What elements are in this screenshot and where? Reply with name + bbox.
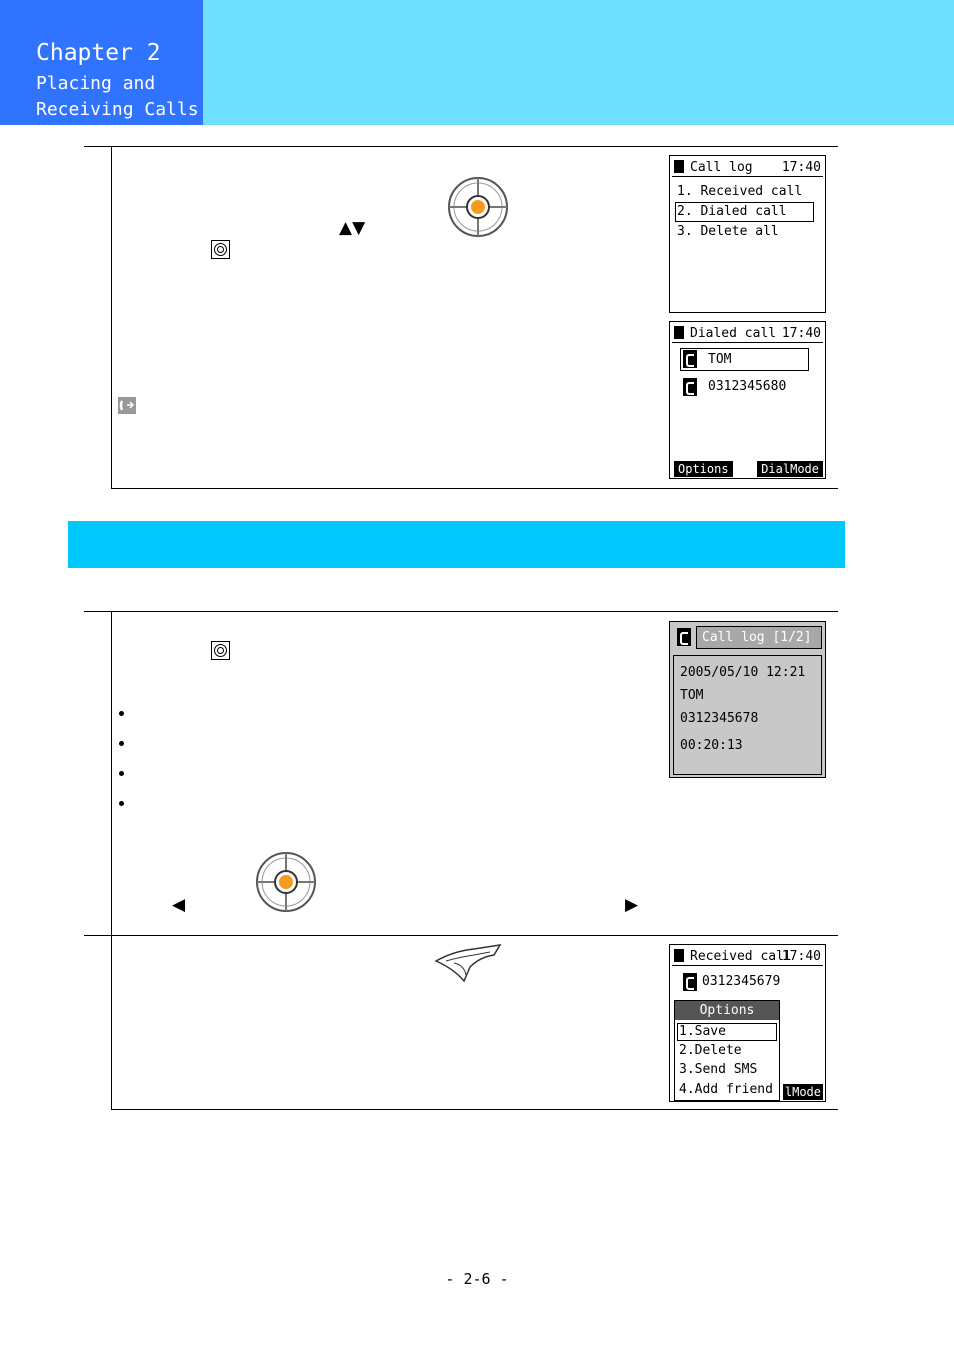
chapter-subtitle-line2: Receiving Calls (36, 99, 199, 120)
left-arrow-icon: ◀ (172, 895, 186, 915)
entry-number[interactable]: 0312345680 (708, 379, 787, 394)
status-bar (672, 324, 823, 343)
ok-key-icon (211, 641, 230, 660)
section-heading-band (68, 521, 845, 568)
selection-highlight (680, 348, 809, 371)
signal-block-icon (674, 160, 684, 173)
ok-key-icon (211, 240, 230, 259)
screen-title: Received call (690, 949, 792, 964)
signal-block-icon (674, 949, 684, 962)
table2-top-rule (84, 611, 838, 612)
menu-item-delete-all[interactable]: 3. Delete all (677, 224, 779, 239)
options-popup (674, 1000, 780, 1101)
caller-number: 0312345678 (680, 711, 759, 726)
signal-block-icon (674, 326, 684, 339)
status-bar (672, 158, 823, 177)
call-log-detail-screen (669, 621, 826, 778)
clock: 17:40 (781, 160, 821, 175)
softkey-options[interactable]: Options (674, 461, 733, 477)
bullet (119, 801, 124, 806)
table2-divider (111, 611, 112, 1110)
bullet (119, 711, 124, 716)
call-duration: 00:20:13 (680, 738, 743, 753)
clock: 17:40 (781, 326, 821, 341)
dialed-call-icon (118, 397, 136, 414)
caller-name: TOM (680, 688, 704, 703)
send-key-icon (434, 943, 502, 983)
screen-title: Dialed call (690, 326, 777, 341)
softkey-dialmode-partial[interactable]: lMode (784, 1085, 821, 1099)
table1-top-rule (84, 146, 838, 147)
option-add-friend[interactable]: 4.Add friend (679, 1082, 773, 1097)
detail-title-bar (696, 626, 822, 649)
status-bar (672, 947, 823, 966)
received-call-icon (677, 628, 691, 646)
table2-row-rule (84, 935, 838, 936)
dialed-call-icon (683, 350, 697, 368)
options-popup-title-text: Options (699, 1003, 755, 1018)
header-band (203, 0, 954, 125)
chapter-subtitle-line1: Placing and (36, 73, 156, 94)
received-call-icon (683, 973, 697, 991)
call-log-menu-screen (669, 155, 826, 313)
option-delete[interactable]: 2.Delete (679, 1043, 742, 1058)
navigation-key-icon (254, 850, 318, 914)
option-send-sms[interactable]: 3.Send SMS (679, 1062, 758, 1077)
clock: 17:40 (781, 949, 821, 964)
dialed-call-screen (669, 321, 826, 479)
navigation-key-icon (446, 175, 510, 239)
dialed-call-icon (683, 378, 697, 396)
table2-bottom-rule (111, 1109, 838, 1110)
chapter-title: Chapter 2 (36, 40, 161, 66)
received-call-options-screen (669, 944, 826, 1102)
bullet (119, 741, 124, 746)
screen-title: Call log (690, 160, 753, 175)
entry-name[interactable]: TOM (708, 352, 732, 367)
options-popup-title (675, 1001, 779, 1020)
menu-item-dialed-call[interactable]: 2. Dialed call (677, 204, 787, 219)
menu-item-received-call[interactable]: 1. Received call (677, 184, 803, 199)
call-datetime: 2005/05/10 12:21 (680, 665, 806, 680)
right-arrow-icon: ▶ (625, 895, 639, 915)
softkey-dialmode[interactable]: DialMode (757, 461, 823, 477)
bullet (119, 771, 124, 776)
caller-number[interactable]: 0312345679 (702, 974, 781, 989)
screen-title: Call log [1/2] (702, 630, 812, 645)
table1-bottom-rule (111, 488, 838, 489)
up-down-arrows-icon: ▲▼ (339, 218, 366, 238)
table1-divider (111, 146, 112, 489)
option-save[interactable]: 1.Save (679, 1024, 726, 1039)
page-number: - 2-6 - (445, 1270, 509, 1288)
